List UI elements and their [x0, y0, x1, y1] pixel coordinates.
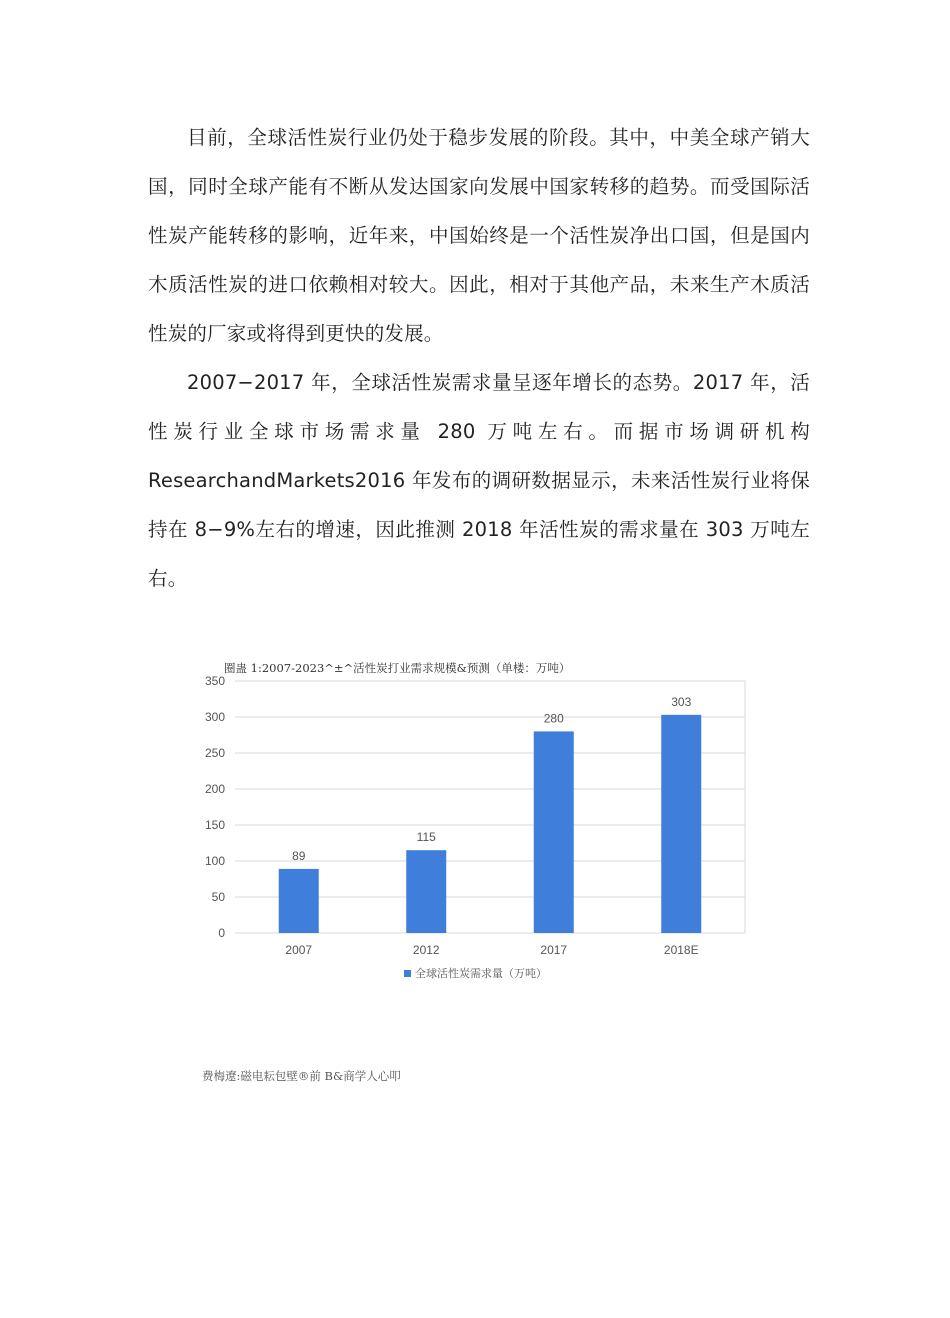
y-tick-label: 200 [204, 782, 225, 796]
y-tick-label: 0 [218, 926, 225, 940]
y-axis-ticks [205, 674, 225, 940]
x-tick-label-2018E: 2018E [663, 943, 699, 957]
x-tick-label-2012: 2012 [412, 943, 440, 957]
legend-label: 全球活性炭需求量（万吨） [415, 967, 547, 980]
data-label-2017: 280 [543, 711, 564, 726]
bar-2012 [406, 850, 446, 933]
data-label-2007: 89 [292, 848, 306, 863]
y-tick-label: 250 [204, 746, 225, 760]
bar-2007 [279, 869, 319, 933]
x-tick-label-2017: 2017 [540, 943, 568, 957]
bar-2017 [534, 731, 574, 933]
paragraph-2: 2007−2017 年，全球活性炭需求量呈逐年增长的态势。2017 年，活性炭行业全球市场需求量 280 万吨左右。而据市场调研机构 ResearchandMarkets2016 年发布的调研数据显示，未来活性炭行业将保持在 8−9%左右的增速，因此推测 2018 年活性炭的需求量在 303 万吨左右。 [148, 371, 810, 590]
y-tick-label: 350 [204, 674, 225, 688]
paragraph-1: 目前，全球活性炭行业仍处于稳步发展的阶段。其中，中美全球产销大国，同时全球产能有不断从发达国家向发展中国家转移的趋势。而受国际活性炭产能转移的影响，近年来，中国始终是一个活性炭净出口国，但是国内木质活性炭的进口依赖相对较大。因此，相对于其他产品，未来生产木质活性炭的厂家或将得到更快的发展。 [148, 126, 810, 345]
body-text [148, 113, 810, 603]
y-tick-label: 50 [211, 890, 225, 904]
bar-chart [190, 665, 760, 995]
y-tick-label: 300 [204, 710, 225, 724]
chart-bars [279, 715, 702, 933]
x-axis-ticks [285, 943, 698, 957]
chart-legend [404, 966, 547, 980]
data-label-2012: 115 [416, 830, 436, 845]
bar-2018E [661, 715, 701, 933]
data-label-2018E: 303 [671, 694, 692, 709]
x-tick-label-2007: 2007 [285, 943, 313, 957]
chart-data-labels [292, 695, 692, 863]
y-tick-label: 150 [204, 818, 225, 832]
source-note: 费梅遼:磁电耘包壁®前 B&商学人心叩 [202, 1069, 401, 1083]
y-tick-label: 100 [204, 854, 225, 868]
legend-swatch [404, 970, 411, 977]
chart-caption: 圈蛊 1:2007-2023^±^活性炭打业需求规模&预测（单楼：万吨） [224, 661, 571, 675]
